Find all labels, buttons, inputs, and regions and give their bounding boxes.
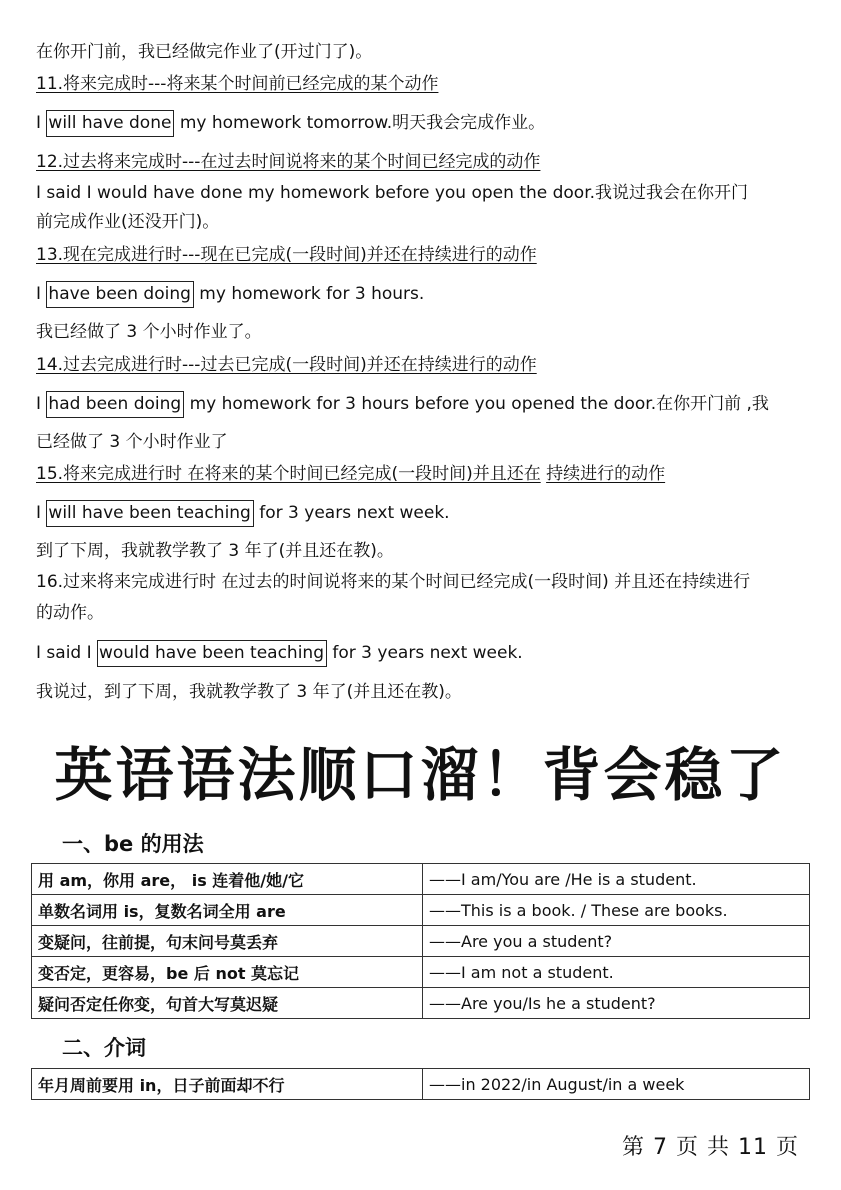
rule-cell: 用 am，你用 are， is 连着他/她/它 — [32, 864, 423, 895]
page-number: 第 7 页 共 11 页 — [622, 1135, 799, 1160]
heading-15-part2: 持续进行的动作 — [546, 464, 666, 484]
heading-13: 13.现在完成进行时---现在已完成(一段时间)并还在持续进行的动作 — [36, 245, 537, 265]
example-cell: ——This is a book. / These are books. — [423, 895, 810, 926]
table-row — [32, 864, 810, 895]
text-line: 在你开门前，我已经做完作业了(开过门了)。 — [36, 42, 373, 62]
example-cell: ——Are you/Is he a student? — [423, 988, 810, 1019]
be-usage-table — [31, 863, 810, 1019]
tense-box: have been doing — [46, 281, 193, 308]
table-row — [32, 988, 810, 1019]
heading-15 — [36, 463, 665, 485]
example-suffix: my homework for 3 hours. — [193, 284, 425, 304]
tense-box: will have been teaching — [46, 500, 253, 527]
example-prefix: I said I — [36, 643, 98, 663]
table-row — [32, 957, 810, 988]
translation-16: 我说过，到了下周，我就教学教了 3 年了(并且还在教)。 — [36, 682, 462, 702]
example-12: I said I would have done my homework before you open the door.我说过我会在你开门 — [36, 183, 749, 203]
translation-14: 已经做了 3 个小时作业了 — [36, 432, 228, 452]
example-prefix: I — [36, 503, 47, 523]
example-16 — [36, 642, 523, 664]
table-row — [32, 1069, 810, 1100]
example-suffix: for 3 years next week. — [253, 503, 450, 523]
rule-cell: 单数名词用 is，复数名词全用 are — [32, 895, 423, 926]
rule-cell: 年月周前要用 in，日子前面却不行 — [32, 1069, 423, 1100]
section-heading-be: 一、be 的用法 — [62, 832, 204, 856]
example-cell: ——in 2022/in August/in a week — [423, 1069, 810, 1100]
example-prefix: I — [36, 284, 47, 304]
example-cell: ——I am not a student. — [423, 957, 810, 988]
tense-box: would have been teaching — [97, 640, 327, 667]
example-suffix: for 3 years next week. — [326, 643, 523, 663]
example-14 — [36, 393, 769, 415]
example-prefix: I — [36, 394, 47, 414]
translation-15: 到了下周，我就教学教了 3 年了(并且还在教)。 — [36, 541, 394, 561]
heading-11: 11.将来完成时---将来某个时间前已经完成的某个动作 — [36, 74, 439, 94]
preposition-table — [31, 1068, 810, 1100]
section-heading-preposition: 二、介词 — [62, 1036, 146, 1060]
heading-16: 16.过来将来完成进行时 在过去的时间说将来的某个时间已经完成(一段时间) 并且还在持续进行 — [36, 572, 751, 592]
rule-cell: 变否定，更容易，be 后 not 莫忘记 — [32, 957, 423, 988]
example-cell: ——Are you a student? — [423, 926, 810, 957]
example-15 — [36, 502, 450, 524]
heading-14: 14.过去完成进行时---过去已完成(一段时间)并还在持续进行的动作 — [36, 355, 537, 375]
example-suffix: my homework tomorrow.明天我会完成作业。 — [174, 113, 546, 133]
example-prefix: I — [36, 113, 47, 133]
tense-box: had been doing — [46, 391, 184, 418]
translation-13: 我已经做了 3 个小时作业了。 — [36, 322, 262, 342]
rule-cell: 变疑问，往前提，句末问号莫丢弃 — [32, 926, 423, 957]
table-row — [32, 926, 810, 957]
heading-12: 12.过去将来完成时---在过去时间说将来的某个时间已经完成的动作 — [36, 152, 541, 172]
example-cell: ——I am/You are /He is a student. — [423, 864, 810, 895]
tense-box: will have done — [46, 110, 174, 137]
heading-15-part1: 15.将来完成进行时 在将来的某个时间已经完成(一段时间)并且还在 — [36, 464, 541, 484]
example-suffix: my homework for 3 hours before you opened the door.在你开门前 ,我 — [184, 394, 769, 414]
heading-16-cont: 的动作。 — [36, 603, 104, 623]
rule-cell: 疑问否定任你变，句首大写莫迟疑 — [32, 988, 423, 1019]
example-13 — [36, 283, 424, 305]
example-11 — [36, 112, 545, 134]
page-title: 英语语法顺口溜！背会稳了 — [54, 741, 787, 809]
table-row — [32, 895, 810, 926]
example-12-cont: 前完成作业(还没开门)。 — [36, 212, 220, 232]
